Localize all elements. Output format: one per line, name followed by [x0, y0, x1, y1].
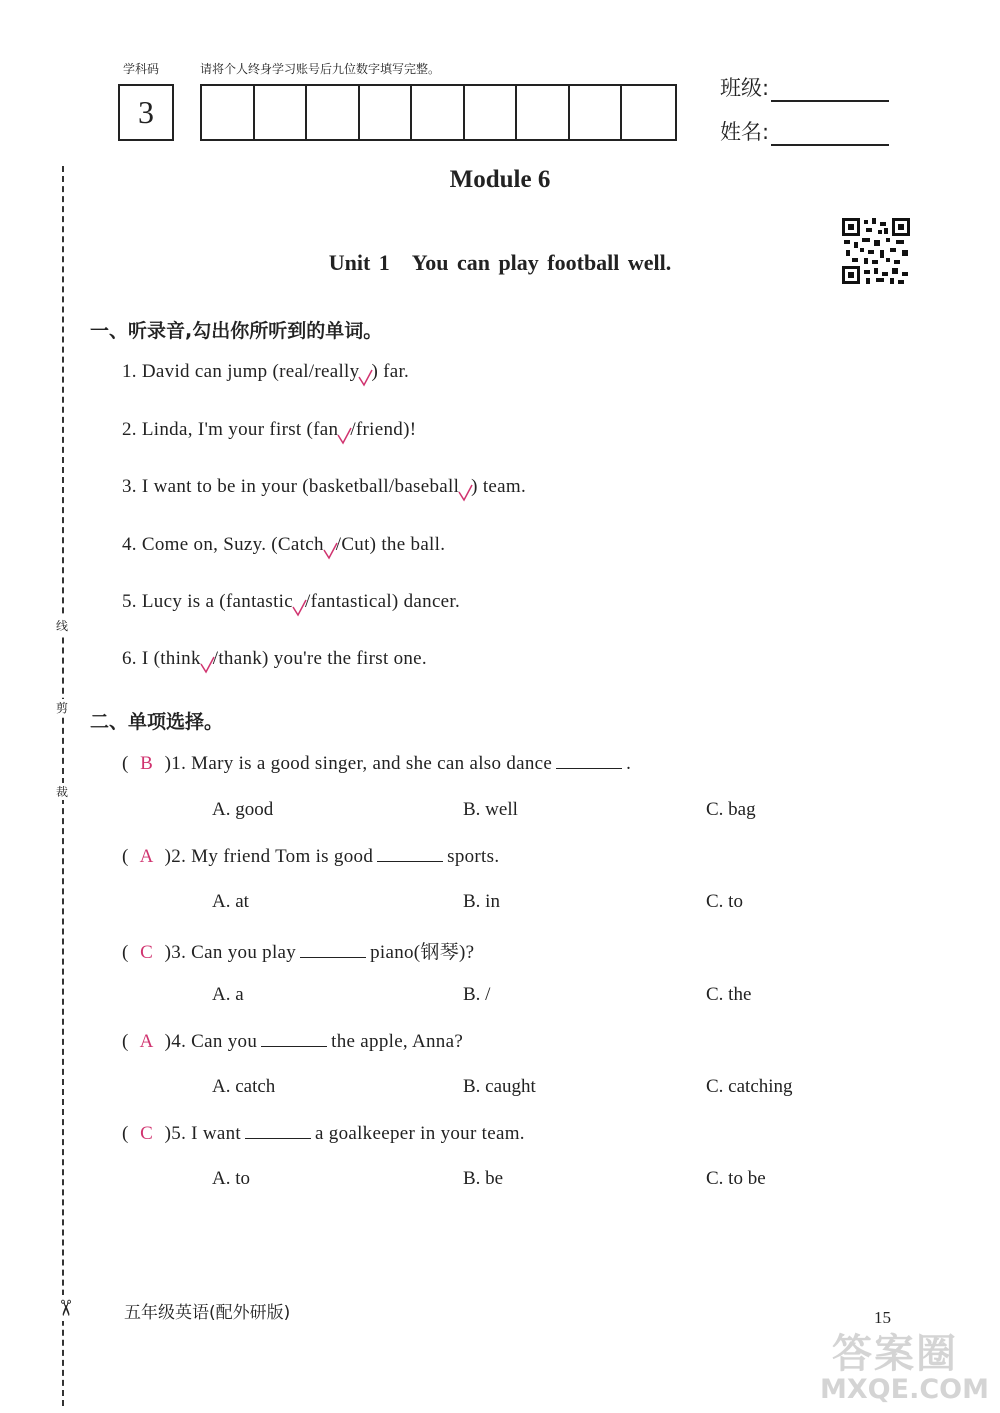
name-blank[interactable] [771, 122, 889, 146]
check-icon [336, 427, 352, 443]
option-a[interactable]: A. catch [212, 1076, 276, 1097]
mc-question-4: ( A )4. Can you the apple, Anna? [122, 1031, 464, 1052]
watermark-bottom-text: MXQE.COM [820, 1374, 989, 1405]
account-digit-boxes[interactable] [200, 84, 677, 141]
digit-cell[interactable] [202, 86, 255, 139]
scissors-icon: ✂ [49, 1295, 77, 1321]
subject-code-label: 学科码 [123, 62, 160, 76]
class-blank[interactable] [771, 78, 889, 102]
unit-title: Unit 1 You can play football well. [328, 250, 672, 275]
listen-item-3: 3. I want to be in your (basketball/baseball ) team. [122, 476, 526, 500]
option-a[interactable]: A. at [212, 891, 249, 912]
listen-item-4: 4. Come on, Suzy. (Catch /Cut) the ball. [122, 534, 445, 558]
option-c[interactable]: C. to [706, 891, 743, 912]
answer-letter: C [140, 1123, 154, 1144]
option-c[interactable]: C. the [706, 984, 752, 1005]
cut-line-char: 裁 [52, 783, 72, 800]
mc-question-5: ( C )5. I want a goalkeeper in your team. [122, 1123, 525, 1144]
name-label: 姓名: [720, 120, 770, 144]
footer-book-title: 五年级英语(配外研版) [124, 1303, 291, 1323]
listen-item-5: 5. Lucy is a (fantastic /fantastical) dancer. [122, 591, 460, 615]
answer-blank[interactable] [377, 845, 443, 862]
section2-heading: 二、单项选择。 [90, 711, 224, 733]
answer-letter: C [140, 942, 154, 963]
page-number: 15 [874, 1308, 891, 1327]
option-c[interactable]: C. bag [706, 799, 756, 820]
answer-blank[interactable] [300, 941, 366, 958]
cut-line-char: 线 [52, 617, 72, 634]
listen-item-2: 2. Linda, I'm your first (fan /friend)! [122, 419, 416, 443]
option-a[interactable]: A. good [212, 799, 274, 820]
option-a[interactable]: A. a [212, 984, 244, 1005]
check-icon [457, 484, 473, 500]
subject-code: 3 [138, 94, 154, 130]
class-label: 班级: [720, 76, 770, 100]
option-c[interactable]: C. to be [706, 1168, 766, 1189]
option-b[interactable]: B. well [463, 799, 518, 820]
qr-code-icon[interactable] [842, 218, 910, 284]
answer-letter: A [139, 846, 154, 867]
mc-question-1: ( B )1. Mary is a good singer, and she can also dance . [122, 753, 632, 774]
module-title: Module 6 [449, 166, 551, 193]
digit-cell[interactable] [360, 86, 413, 139]
option-b[interactable]: B. be [463, 1168, 504, 1189]
check-icon [357, 369, 373, 385]
listen-item-6: 6. I (think /thank) you're the first one. [122, 648, 427, 672]
check-icon [291, 599, 307, 615]
check-icon [322, 542, 338, 558]
digit-cell[interactable] [622, 86, 675, 139]
option-c[interactable]: C. catching [706, 1076, 793, 1097]
listen-item-1: 1. David can jump (real/really ) far. [122, 361, 409, 385]
subject-code-box [118, 84, 174, 141]
class-field[interactable] [720, 72, 889, 102]
digit-cell[interactable] [570, 86, 623, 139]
section1-heading: 一、听录音,勾出你所听到的单词。 [90, 320, 383, 342]
answer-letter: B [140, 753, 154, 774]
answer-blank[interactable] [261, 1030, 327, 1047]
answer-blank[interactable] [245, 1122, 311, 1139]
name-field[interactable] [720, 116, 889, 146]
option-b[interactable]: B. / [463, 984, 491, 1005]
digit-cell[interactable] [307, 86, 360, 139]
mc-question-2: ( A )2. My friend Tom is good sports. [122, 846, 500, 867]
account-instruction: 请将个人终身学习账号后九位数字填写完整。 [200, 62, 441, 76]
option-a[interactable]: A. to [212, 1168, 250, 1189]
option-b[interactable]: B. caught [463, 1076, 536, 1097]
check-icon [199, 656, 215, 672]
watermark-top-text: 答案圈 [832, 1331, 958, 1377]
option-b[interactable]: B. in [463, 891, 500, 912]
digit-cell[interactable] [255, 86, 308, 139]
digit-cell[interactable] [465, 86, 518, 139]
answer-letter: A [139, 1031, 154, 1052]
watermark-logo [820, 1322, 995, 1410]
mc-question-3: ( C )3. Can you play piano(钢琴)? [122, 942, 475, 963]
digit-cell[interactable] [517, 86, 570, 139]
answer-blank[interactable] [556, 752, 622, 769]
digit-cell[interactable] [412, 86, 465, 139]
cut-line-char: 剪 [52, 699, 72, 716]
